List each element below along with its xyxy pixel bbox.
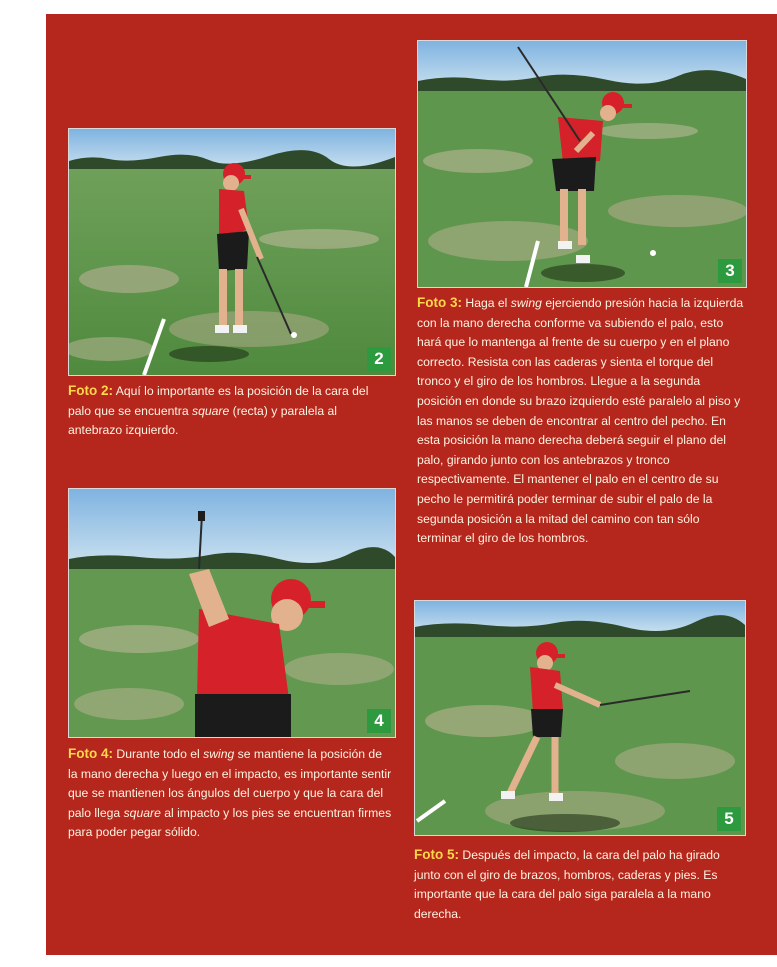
caption-foto-2 [68, 381, 390, 441]
caption-emphasis: swing [203, 747, 235, 761]
photo-number-badge: 4 [367, 709, 391, 733]
caption-text: Aquí lo importante es la posición de la cara del palo que se encuentra [68, 384, 369, 418]
caption-text: (recta) y paralela al antebrazo izquierdo. [68, 403, 337, 438]
golf-follow-through-illustration [415, 601, 745, 835]
caption-emphasis: square [192, 403, 230, 418]
caption-text: Haga el [462, 296, 511, 310]
golf-address-illustration [69, 129, 395, 375]
photo-3 [417, 40, 747, 288]
caption-text: al impacto y los pies se encuentran firmes para poder pegar sólido. [68, 805, 392, 840]
golf-top-of-swing-illustration [69, 489, 395, 737]
caption-text: se mantiene la posición de la mano derecha y luego en el impacto, es importante sentir que se mantienen los ángulos del cuerpo y que la cara del palo llega [68, 747, 392, 820]
caption-label: Foto 5: [414, 847, 459, 862]
photo-2 [68, 128, 396, 376]
caption-emphasis: swing [510, 296, 542, 310]
caption-foto-5 [414, 845, 744, 924]
caption-label: Foto 2: [68, 383, 113, 398]
caption-foto-3 [417, 293, 747, 549]
photo-number-badge: 5 [717, 807, 741, 831]
photo-number-badge: 2 [367, 347, 391, 371]
photo-5 [414, 600, 746, 836]
caption-text: Después del impacto, la cara del palo ha girado junto con el giro de brazos, hombros, caderas y pies. Es importante que la cara del palo siga paralela a la mano derecha. [414, 848, 720, 921]
golf-backswing-illustration [418, 41, 746, 287]
caption-text: ejerciendo presión hacia la izquierda con la mano derecha conforme va subiendo el palo, esto hará que lo mantenga al frente de su cuerpo y en el plano correcto. Resista con las caderas y sienta el torque del tronco y el giro de los hombros. Llegue a la segunda posición en donde su brazo izquierdo esté paralelo al piso y las manos se deben de encontrar al centro del pecho. En esta posición la mano derecha deberá seguir el plano del palo, girando junto con los antebrazos y tronco respectivamente. El mantener el palo en el centro de su pecho le permitirá poder terminar de subir el palo de la segunda posición a la mitad del camino con tan sólo terminar el giro de los hombros. [417, 296, 744, 546]
caption-emphasis: square [123, 805, 161, 820]
caption-text: Durante todo el [113, 747, 204, 761]
photo-number-badge: 3 [718, 259, 742, 283]
photo-4 [68, 488, 396, 738]
caption-foto-4 [68, 744, 394, 843]
caption-label: Foto 4: [68, 746, 113, 761]
caption-label: Foto 3: [417, 295, 462, 310]
